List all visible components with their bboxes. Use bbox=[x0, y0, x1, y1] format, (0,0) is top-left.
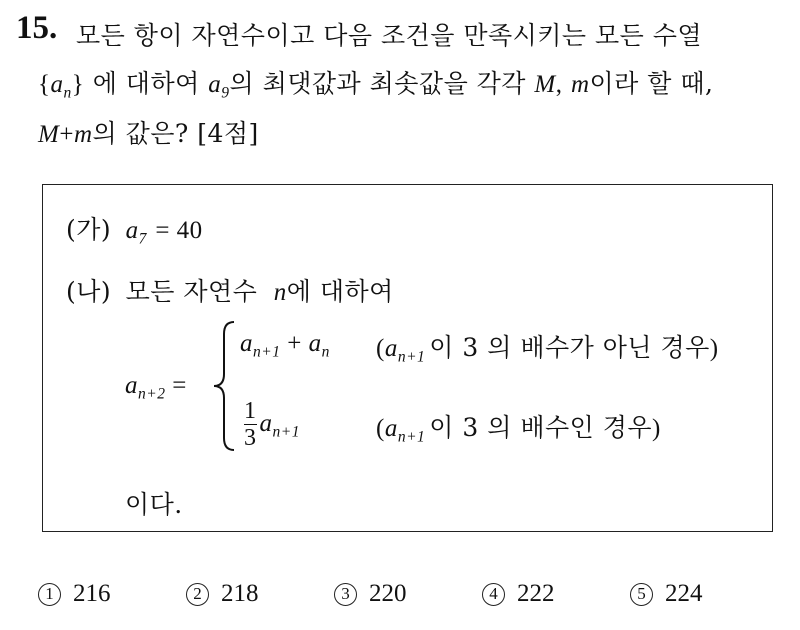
case-1-condition: ($a_{n+1}$ 이 3 의 배수가 아닌 경우) bbox=[376, 333, 719, 366]
fraction-numerator: 1 bbox=[244, 398, 257, 424]
problem-number: 15. bbox=[16, 10, 58, 46]
line3-text: 의 값은? [4점] bbox=[92, 119, 259, 148]
choice-5-value: 224 bbox=[665, 580, 703, 607]
sequence-symbol: $a_n$ bbox=[50, 71, 72, 102]
sum-expression: M+m bbox=[38, 121, 93, 148]
choice-3-value: 220 bbox=[369, 580, 407, 607]
condition-na-text-b: 에 대하여 bbox=[286, 277, 394, 306]
line2-text-b: 의 최댓값과 최솟값을 각각 bbox=[229, 69, 526, 98]
one-third-fraction bbox=[244, 398, 257, 451]
choice-3[interactable] bbox=[334, 580, 452, 608]
min-symbol: m bbox=[570, 71, 590, 98]
condition-ga-label: (가) bbox=[66, 215, 112, 244]
case-1-expression: $a_{n+1} + a_n$ bbox=[240, 330, 330, 361]
choice-2-marker: 2 bbox=[186, 583, 209, 606]
case-2-text: 이 3 의 배수인 경우 bbox=[429, 413, 653, 442]
a9-symbol: $a_9$ bbox=[208, 71, 230, 102]
case-2-condition: ($a_{n+1}$ 이 3 의 배수인 경우) bbox=[376, 413, 661, 446]
choice-4-marker: 4 bbox=[482, 583, 505, 606]
problem-line-1: 모든 항이 자연수이고 다음 조건을 만족시키는 모든 수열 bbox=[76, 21, 703, 50]
problem-line-2: $\{a_n\}$ 에 대하여 $a_9$의 최댓값과 최솟값을 각각 M, m이라 할 때, bbox=[38, 69, 714, 102]
choice-1-value: 216 bbox=[73, 580, 111, 607]
choice-1[interactable] bbox=[38, 580, 156, 608]
a7-symbol: $a_7$ bbox=[125, 217, 147, 248]
choice-3-marker: 3 bbox=[334, 583, 357, 606]
recurrence-lhs: $a_{n+2}$ = bbox=[125, 372, 187, 403]
case-2-expression: $\frac{1}{3}$ $a_{n+1}$ bbox=[244, 398, 300, 451]
max-symbol: M bbox=[534, 71, 556, 98]
choice-2-value: 218 bbox=[221, 580, 259, 607]
choice-2[interactable] bbox=[186, 580, 304, 608]
condition-na-text-a: 모든 자연수 bbox=[125, 277, 258, 306]
line2-text-c: 이라 할 때, bbox=[589, 69, 714, 98]
condition-ga-equation: = 40 bbox=[155, 217, 203, 244]
condition-na-label: (나) bbox=[66, 277, 112, 306]
line2-text-a: 에 대하여 bbox=[92, 69, 200, 98]
fraction-denominator: 3 bbox=[244, 425, 257, 451]
left-brace bbox=[210, 320, 238, 452]
choice-5[interactable] bbox=[630, 580, 748, 608]
choice-4-value: 222 bbox=[517, 580, 555, 607]
sequence-brace-close: } bbox=[71, 71, 85, 98]
sequence-brace-open: { bbox=[38, 71, 51, 98]
choice-4[interactable] bbox=[482, 580, 600, 608]
condition-ga bbox=[66, 210, 203, 246]
condition-closing: 이다. bbox=[125, 490, 183, 519]
case-1-text: 이 3 의 배수가 아닌 경우 bbox=[429, 333, 710, 362]
answer-choices bbox=[38, 580, 778, 608]
n-symbol: n bbox=[273, 279, 287, 306]
problem-line-3 bbox=[38, 114, 259, 150]
choice-1-marker: 1 bbox=[38, 583, 61, 606]
condition-na bbox=[66, 272, 394, 308]
choice-5-marker: 5 bbox=[630, 583, 653, 606]
